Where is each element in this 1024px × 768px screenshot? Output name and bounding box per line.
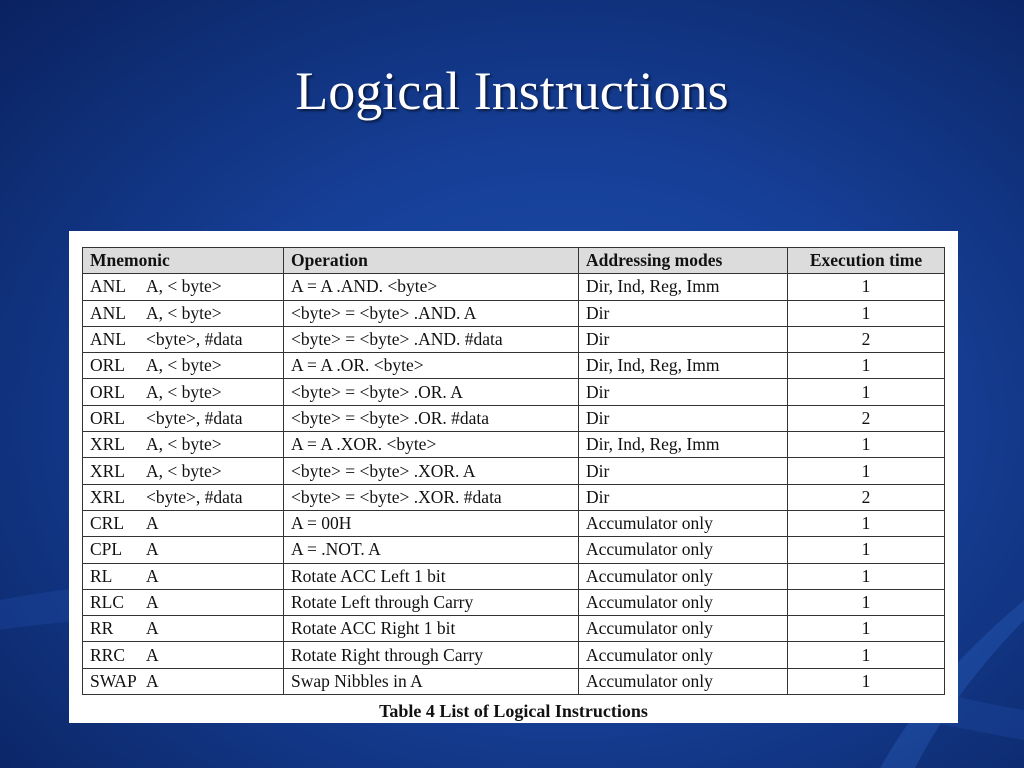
cell-execution-time: 1 — [788, 563, 945, 589]
cell-addressing-modes: Accumulator only — [579, 642, 788, 668]
table-row — [83, 326, 945, 352]
mnemonic-opcode: ORL — [90, 381, 125, 402]
cell-operation: A = 00H — [284, 510, 579, 536]
cell-mnemonic — [83, 589, 284, 615]
cell-mnemonic — [83, 458, 284, 484]
table-header-row — [83, 248, 945, 274]
table-row — [83, 300, 945, 326]
cell-mnemonic — [83, 668, 284, 694]
cell-operation: Rotate Right through Carry — [284, 642, 579, 668]
cell-mnemonic — [83, 405, 284, 431]
cell-operation: A = .NOT. A — [284, 537, 579, 563]
cell-mnemonic — [83, 353, 284, 379]
table-caption: Table 4 List of Logical Instructions — [379, 701, 648, 721]
cell-addressing-modes: Dir — [579, 326, 788, 352]
mnemonic-operands: A, < byte> — [146, 302, 222, 323]
mnemonic-operands: A — [146, 618, 159, 639]
mnemonic-operands: A, < byte> — [146, 434, 222, 455]
cell-addressing-modes: Accumulator only — [579, 589, 788, 615]
cell-operation: A = A .AND. <byte> — [284, 274, 579, 300]
mnemonic-operands: A — [146, 539, 159, 560]
cell-mnemonic — [83, 537, 284, 563]
mnemonic-opcode: ANL — [90, 276, 126, 297]
cell-execution-time: 1 — [788, 353, 945, 379]
mnemonic-operands: A, < byte> — [146, 276, 222, 297]
cell-execution-time: 1 — [788, 589, 945, 615]
cell-mnemonic — [83, 563, 284, 589]
table-row — [83, 274, 945, 300]
mnemonic-opcode: XRL — [90, 434, 125, 455]
cell-operation: <byte> = <byte> .OR. A — [284, 379, 579, 405]
cell-addressing-modes: Dir — [579, 484, 788, 510]
mnemonic-opcode: XRL — [90, 486, 125, 507]
cell-execution-time: 1 — [788, 510, 945, 536]
slide-title: Logical Instructions — [295, 61, 729, 121]
mnemonic-opcode: ORL — [90, 355, 125, 376]
cell-operation: Rotate Left through Carry — [284, 589, 579, 615]
cell-mnemonic — [83, 274, 284, 300]
cell-addressing-modes: Accumulator only — [579, 563, 788, 589]
cell-operation: A = A .OR. <byte> — [284, 353, 579, 379]
cell-execution-time: 2 — [788, 405, 945, 431]
table-row — [83, 405, 945, 431]
mnemonic-opcode: RLC — [90, 592, 125, 612]
header-operation: Operation — [284, 248, 579, 274]
cell-operation: <byte> = <byte> .OR. #data — [284, 405, 579, 431]
cell-operation: Swap Nibbles in A — [284, 668, 579, 694]
cell-operation: A = A .XOR. <byte> — [284, 432, 579, 458]
cell-operation: <byte> = <byte> .AND. A — [284, 300, 579, 326]
mnemonic-operands: A — [146, 513, 159, 534]
cell-execution-time: 1 — [788, 668, 945, 694]
mnemonic-opcode: XRL — [90, 460, 125, 481]
table-row — [83, 668, 945, 694]
mnemonic-operands: <byte>, #data — [146, 329, 243, 350]
table-row — [83, 379, 945, 405]
table-row — [83, 616, 945, 642]
cell-mnemonic — [83, 379, 284, 405]
table-row — [83, 484, 945, 510]
cell-execution-time: 1 — [788, 432, 945, 458]
cell-addressing-modes: Dir — [579, 405, 788, 431]
cell-addressing-modes: Accumulator only — [579, 668, 788, 694]
cell-execution-time: 2 — [788, 484, 945, 510]
mnemonic-opcode: ANL — [90, 302, 126, 323]
cell-mnemonic — [83, 300, 284, 326]
cell-addressing-modes: Accumulator only — [579, 537, 788, 563]
cell-addressing-modes: Accumulator only — [579, 616, 788, 642]
mnemonic-operands: <byte>, #data — [146, 407, 243, 428]
mnemonic-operands: A, < byte> — [146, 460, 222, 481]
cell-execution-time: 1 — [788, 616, 945, 642]
header-addressing-modes: Addressing modes — [579, 248, 788, 274]
cell-mnemonic — [83, 616, 284, 642]
cell-addressing-modes: Dir — [579, 458, 788, 484]
cell-mnemonic — [83, 326, 284, 352]
mnemonic-operands: A, < byte> — [146, 381, 222, 402]
cell-execution-time: 1 — [788, 537, 945, 563]
cell-mnemonic — [83, 432, 284, 458]
mnemonic-opcode: CPL — [90, 539, 123, 560]
mnemonic-opcode: CRL — [90, 513, 125, 534]
cell-addressing-modes: Dir — [579, 379, 788, 405]
mnemonic-opcode: RRC — [90, 644, 126, 665]
table-row — [83, 510, 945, 536]
cell-addressing-modes: Dir — [579, 300, 788, 326]
cell-execution-time: 1 — [788, 274, 945, 300]
mnemonic-opcode: SWAP — [90, 670, 137, 691]
cell-execution-time: 1 — [788, 642, 945, 668]
header-execution-time: Execution time — [788, 248, 945, 274]
cell-mnemonic — [83, 510, 284, 536]
cell-operation: <byte> = <byte> .XOR. #data — [284, 484, 579, 510]
cell-operation: Rotate ACC Left 1 bit — [284, 563, 579, 589]
mnemonic-operands: A, < byte> — [146, 355, 222, 376]
cell-operation: Rotate ACC Right 1 bit — [284, 616, 579, 642]
mnemonic-opcode: ANL — [90, 329, 126, 350]
cell-execution-time: 1 — [788, 300, 945, 326]
table-row — [83, 458, 945, 484]
cell-mnemonic — [83, 642, 284, 668]
mnemonic-opcode: ORL — [90, 407, 125, 428]
mnemonic-operands: A — [146, 644, 159, 665]
cell-mnemonic — [83, 484, 284, 510]
cell-addressing-modes: Accumulator only — [579, 510, 788, 536]
header-mnemonic: Mnemonic — [83, 248, 284, 274]
table-panel — [69, 231, 958, 723]
table-row — [83, 537, 945, 563]
table-row — [83, 432, 945, 458]
logical-instructions-table — [82, 247, 945, 695]
cell-addressing-modes: Dir, Ind, Reg, Imm — [579, 274, 788, 300]
cell-execution-time: 1 — [788, 379, 945, 405]
table-row — [83, 642, 945, 668]
cell-execution-time: 2 — [788, 326, 945, 352]
table-row — [83, 563, 945, 589]
cell-execution-time: 1 — [788, 458, 945, 484]
mnemonic-operands: <byte>, #data — [146, 486, 243, 507]
mnemonic-operands: A — [146, 565, 159, 586]
cell-addressing-modes: Dir, Ind, Reg, Imm — [579, 432, 788, 458]
table-body — [83, 274, 945, 695]
cell-operation: <byte> = <byte> .XOR. A — [284, 458, 579, 484]
table-row — [83, 589, 945, 615]
mnemonic-operands: A — [146, 592, 159, 612]
cell-operation: <byte> = <byte> .AND. #data — [284, 326, 579, 352]
cell-addressing-modes: Dir, Ind, Reg, Imm — [579, 353, 788, 379]
table-row — [83, 353, 945, 379]
mnemonic-opcode: RR — [90, 618, 114, 639]
mnemonic-opcode: RL — [90, 565, 113, 586]
mnemonic-operands: A — [146, 670, 159, 691]
